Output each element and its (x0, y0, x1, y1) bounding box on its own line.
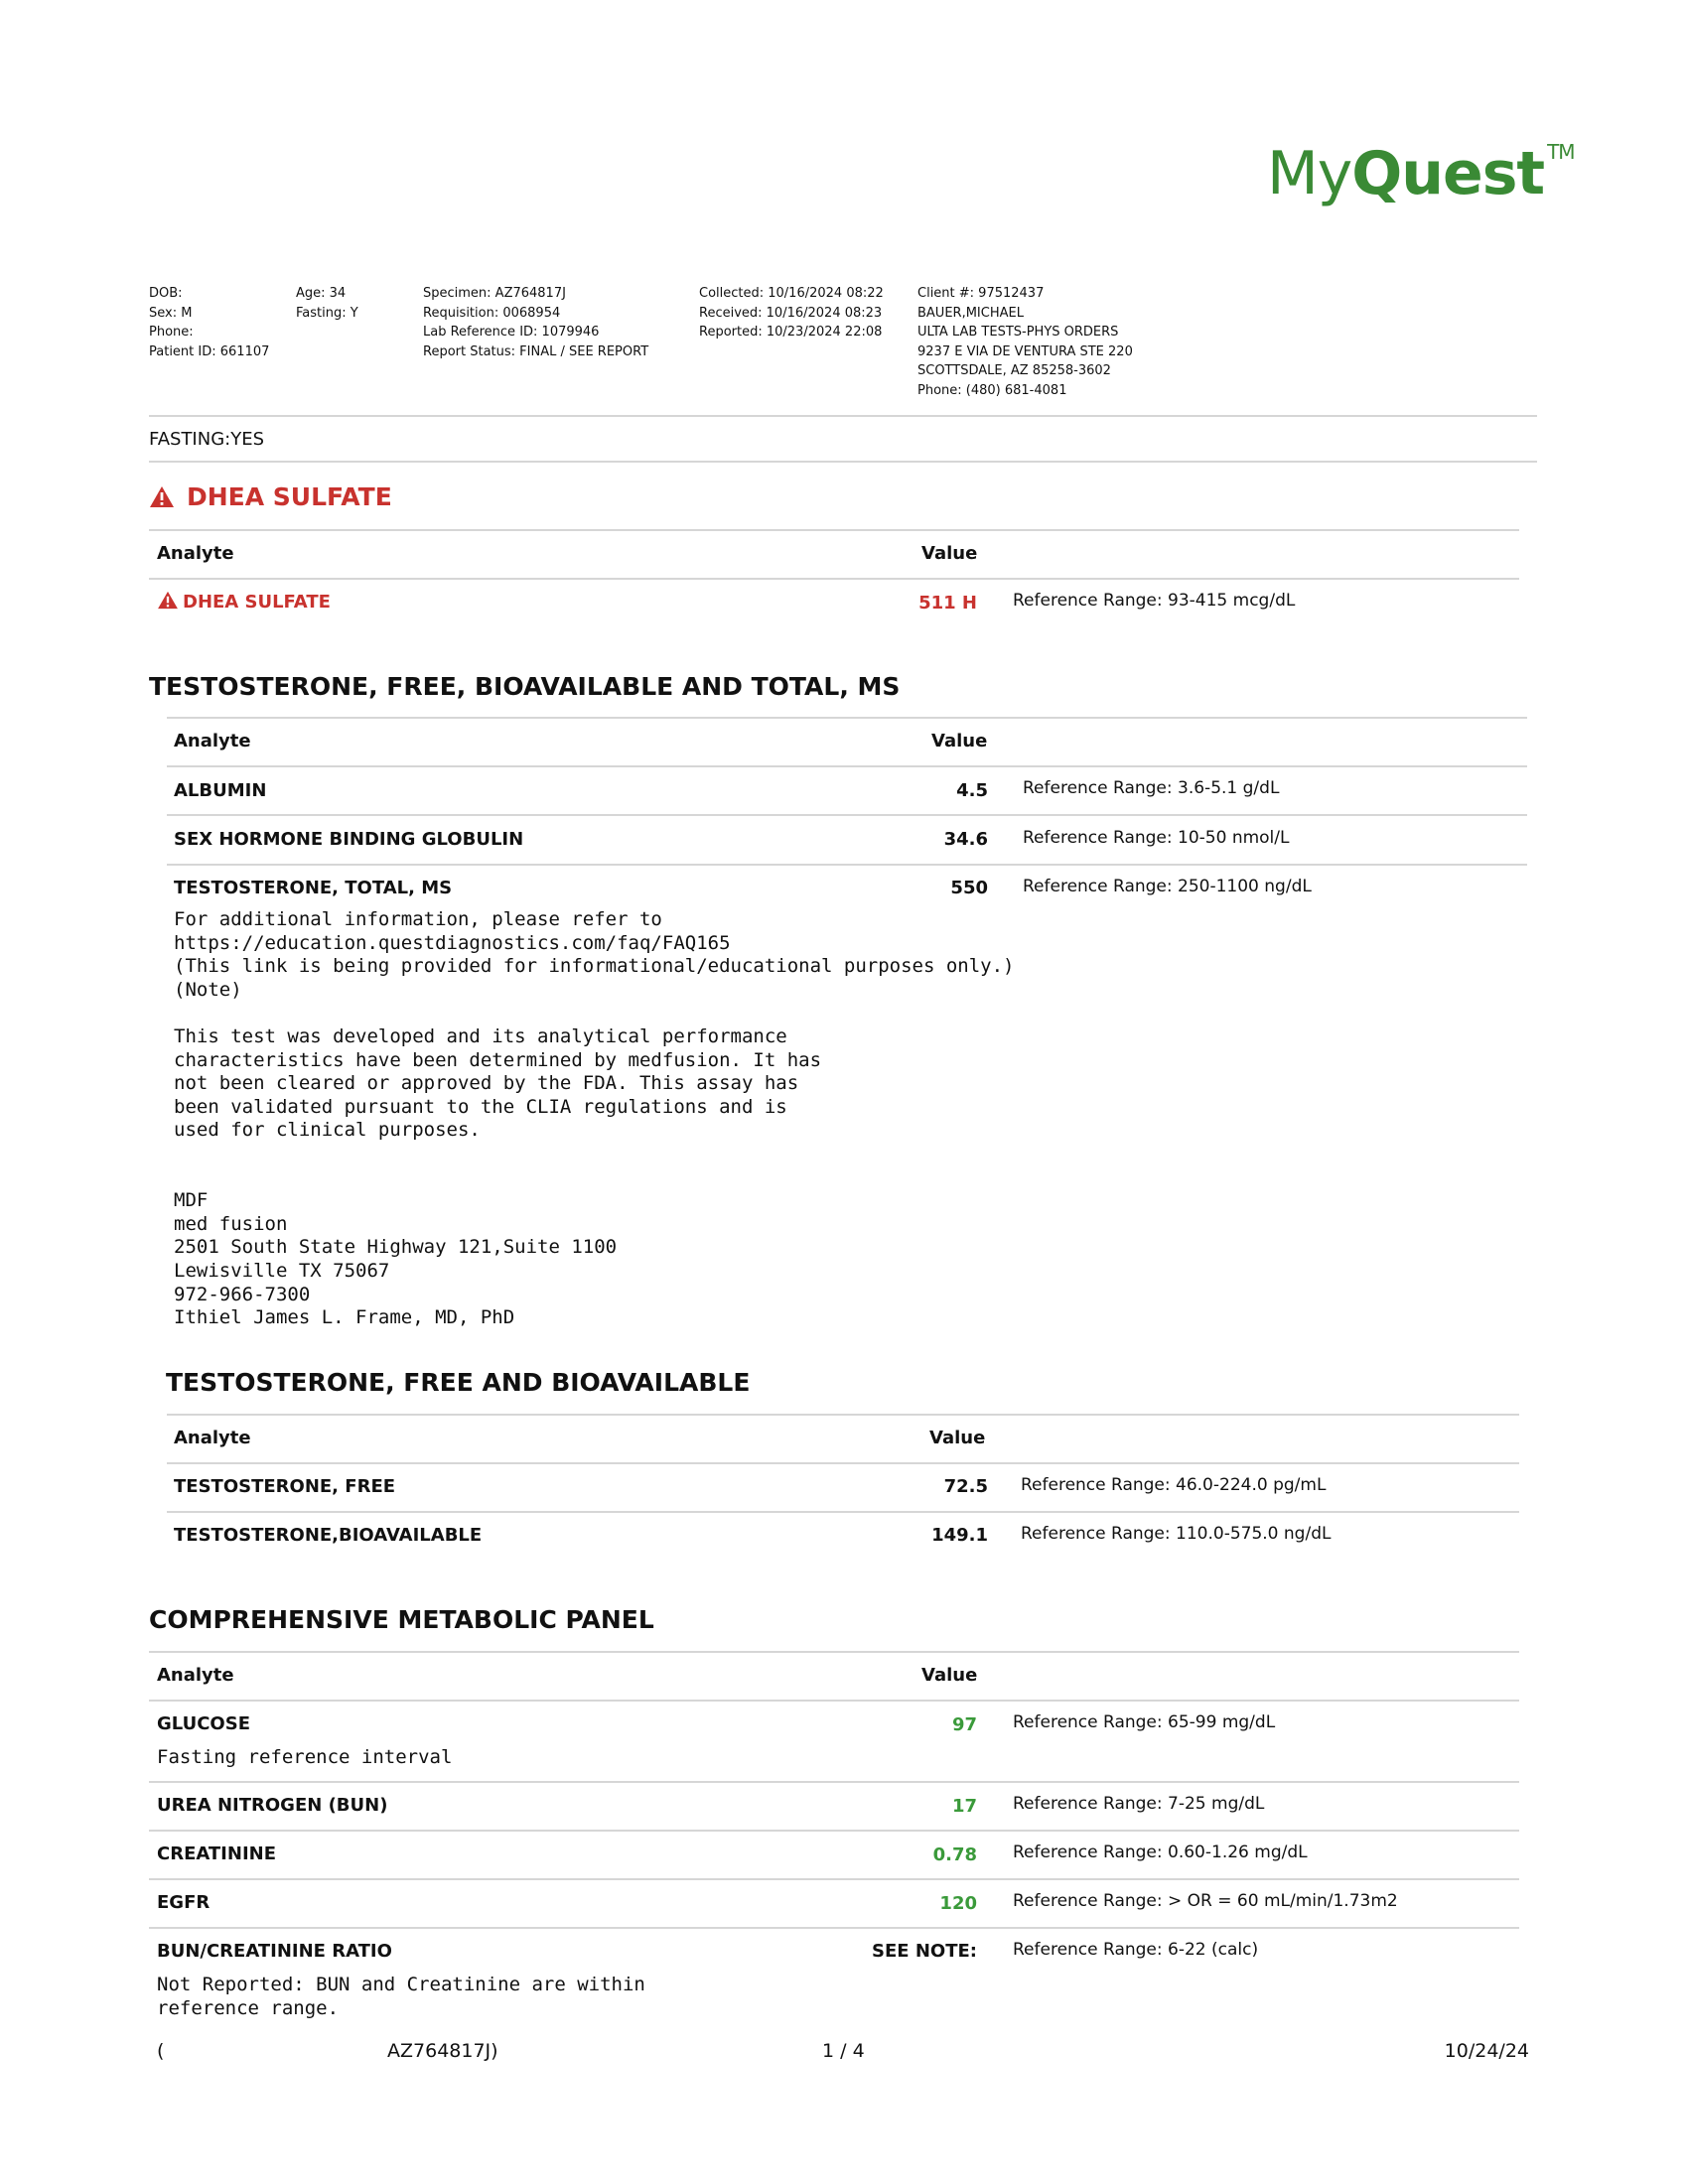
dates-info (699, 284, 884, 342)
report-status: Report Status: FINAL / SEE REPORT (423, 343, 649, 359)
logo-tm: TM (1547, 140, 1575, 164)
value-creatinine: 0.78 (932, 1844, 977, 1865)
dob: DOB: (149, 286, 183, 301)
fasting-status: FASTING:YES (149, 429, 265, 450)
warning-icon (149, 485, 175, 508)
client-phone: Phone: (480) 681-4081 (917, 382, 1067, 398)
row-rule (167, 1511, 1519, 1513)
analyte-testosterone-free: TESTOSTERONE, FREE (174, 1476, 396, 1497)
value-testosterone-total: 550 (950, 878, 988, 898)
section-title-testosterone-free: TESTOSTERONE, FREE AND BIOAVAILABLE (166, 1368, 751, 1397)
client-number: Client #: 97512437 (917, 286, 1045, 301)
analyte-albumin: ALBUMIN (174, 780, 267, 801)
reported: Reported: 10/23/2024 22:08 (699, 325, 883, 340)
range-albumin: Reference Range: 3.6-5.1 g/dL (1023, 778, 1280, 798)
age: Age: 34 (296, 286, 347, 301)
logo-my: My (1267, 139, 1352, 208)
analyte-bun: UREA NITROGEN (BUN) (157, 1795, 388, 1816)
table-top-rule (167, 1414, 1519, 1416)
row-rule (149, 1781, 1519, 1783)
value-albumin: 4.5 (956, 780, 988, 801)
section-title-dhea (149, 482, 392, 511)
value-egfr: 120 (939, 1893, 977, 1914)
patient-info (149, 284, 269, 361)
analyte-bun-creatinine-ratio: BUN/CREATININE RATIO (157, 1941, 392, 1962)
client-city: SCOTTSDALE, AZ 85258-3602 (917, 363, 1111, 378)
analyte-glucose: GLUCOSE (157, 1713, 250, 1734)
range-testosterone-bioavailable: Reference Range: 110.0-575.0 ng/dL (1021, 1524, 1332, 1544)
myquest-logo (1267, 139, 1575, 208)
divider (149, 415, 1537, 417)
table-header-rule (149, 1700, 1519, 1702)
value-dhea-sulfate: 511 H (918, 593, 977, 614)
range-testosterone-total: Reference Range: 250-1100 ng/dL (1023, 877, 1312, 896)
range-testosterone-free: Reference Range: 46.0-224.0 pg/mL (1021, 1475, 1327, 1495)
value-testosterone-free: 72.5 (943, 1476, 988, 1497)
range-dhea-sulfate: Reference Range: 93-415 mcg/dL (1013, 591, 1296, 611)
analyte-dhea-sulfate (157, 592, 331, 613)
analyte-shbg: SEX HORMONE BINDING GLOBULIN (174, 829, 524, 850)
table-header-rule (149, 578, 1519, 580)
value-header: Value (931, 731, 988, 751)
value-testosterone-bioavailable: 149.1 (931, 1525, 988, 1546)
footer-specimen: AZ764817J) (387, 2040, 498, 2062)
section-title-cmp: COMPREHENSIVE METABOLIC PANEL (149, 1605, 654, 1634)
row-rule (149, 1830, 1519, 1832)
analyte-testosterone-bioavailable: TESTOSTERONE,BIOAVAILABLE (174, 1525, 483, 1546)
table-top-rule (149, 529, 1519, 531)
value-header: Value (921, 543, 978, 564)
received: Received: 10/16/2024 08:23 (699, 305, 883, 321)
divider (149, 461, 1537, 463)
row-rule (167, 864, 1527, 866)
glucose-note: Fasting reference interval (157, 1746, 453, 1768)
value-bun: 17 (951, 1796, 977, 1817)
row-rule (167, 814, 1527, 816)
bun-creatinine-note: Not Reported: BUN and Creatinine are within reference range. (157, 1974, 645, 2019)
specimen-info (423, 284, 648, 361)
table-top-rule (149, 1651, 1519, 1653)
value-header: Value (921, 1665, 978, 1686)
row-rule (149, 1878, 1519, 1880)
analyte-testosterone-total: TESTOSTERONE, TOTAL, MS (174, 878, 453, 898)
specimen: Specimen: AZ764817J (423, 286, 566, 301)
age-info (296, 284, 358, 323)
table-header-rule (167, 765, 1527, 767)
client-org: ULTA LAB TESTS-PHYS ORDERS (917, 325, 1119, 340)
sex: Sex: M (149, 305, 193, 321)
range-bun-creatinine-ratio: Reference Range: 6-22 (calc) (1013, 1940, 1259, 1960)
client-address: 9237 E VIA DE VENTURA STE 220 (917, 343, 1133, 359)
footer-left-paren: ( (157, 2040, 165, 2062)
table-top-rule (167, 717, 1527, 719)
analyte-header: Analyte (174, 731, 251, 751)
requisition: Requisition: 0068954 (423, 305, 561, 321)
lab-reference-id: Lab Reference ID: 1079946 (423, 325, 600, 340)
footer-date: 10/24/24 (1444, 2040, 1529, 2062)
collected: Collected: 10/16/2024 08:22 (699, 286, 884, 301)
value-glucose: 97 (951, 1714, 977, 1735)
fasting-flag: Fasting: Y (296, 305, 358, 321)
range-glucose: Reference Range: 65-99 mg/dL (1013, 1712, 1276, 1732)
analyte-header: Analyte (157, 543, 234, 564)
value-bun-creatinine-ratio: SEE NOTE: (872, 1941, 977, 1962)
client-info (917, 284, 1133, 400)
patient-id: Patient ID: 661107 (149, 343, 270, 359)
analyte-header: Analyte (174, 1428, 251, 1448)
client-name: BAUER,MICHAEL (917, 305, 1024, 321)
range-shbg: Reference Range: 10-50 nmol/L (1023, 828, 1290, 848)
row-rule (149, 1927, 1519, 1929)
range-bun: Reference Range: 7-25 mg/dL (1013, 1794, 1265, 1814)
section-title-testosterone-total: TESTOSTERONE, FREE, BIOAVAILABLE AND TOTAL, MS (149, 672, 901, 701)
section-title-text: DHEA SULFATE (187, 482, 392, 511)
analyte-egfr: EGFR (157, 1892, 211, 1913)
range-egfr: Reference Range: > OR = 60 mL/min/1.73m2 (1013, 1891, 1398, 1911)
warning-icon (157, 591, 179, 610)
value-header: Value (929, 1428, 986, 1448)
analyte-header: Analyte (157, 1665, 234, 1686)
analyte-creatinine: CREATININE (157, 1843, 276, 1864)
range-creatinine: Reference Range: 0.60-1.26 mg/dL (1013, 1843, 1308, 1862)
value-shbg: 34.6 (943, 829, 988, 850)
phone: Phone: (149, 325, 194, 340)
table-header-rule (167, 1462, 1519, 1464)
analyte-name: DHEA SULFATE (183, 592, 331, 613)
footer-page-number: 1 / 4 (822, 2040, 865, 2062)
testosterone-note: For additional information, please refer to https://education.questdiagnostics.com/faq/FAQ165 (This link is being provided for informational/educational purposes only.) (Note) This test was developed and its analytical performance characteristics have been determined by medfusion. It has not been cleared or approved by the FDA. This assay has been validated pursuant to the CLIA regulations and is used for clinical purposes. MDF med fusion 2501 South State Highway 121,Suite 1100 Lewisville TX 75067 972-966-7300 Ithiel James L. Frame, MD, PhD (174, 908, 1015, 1329)
logo-quest: Quest (1351, 139, 1545, 208)
